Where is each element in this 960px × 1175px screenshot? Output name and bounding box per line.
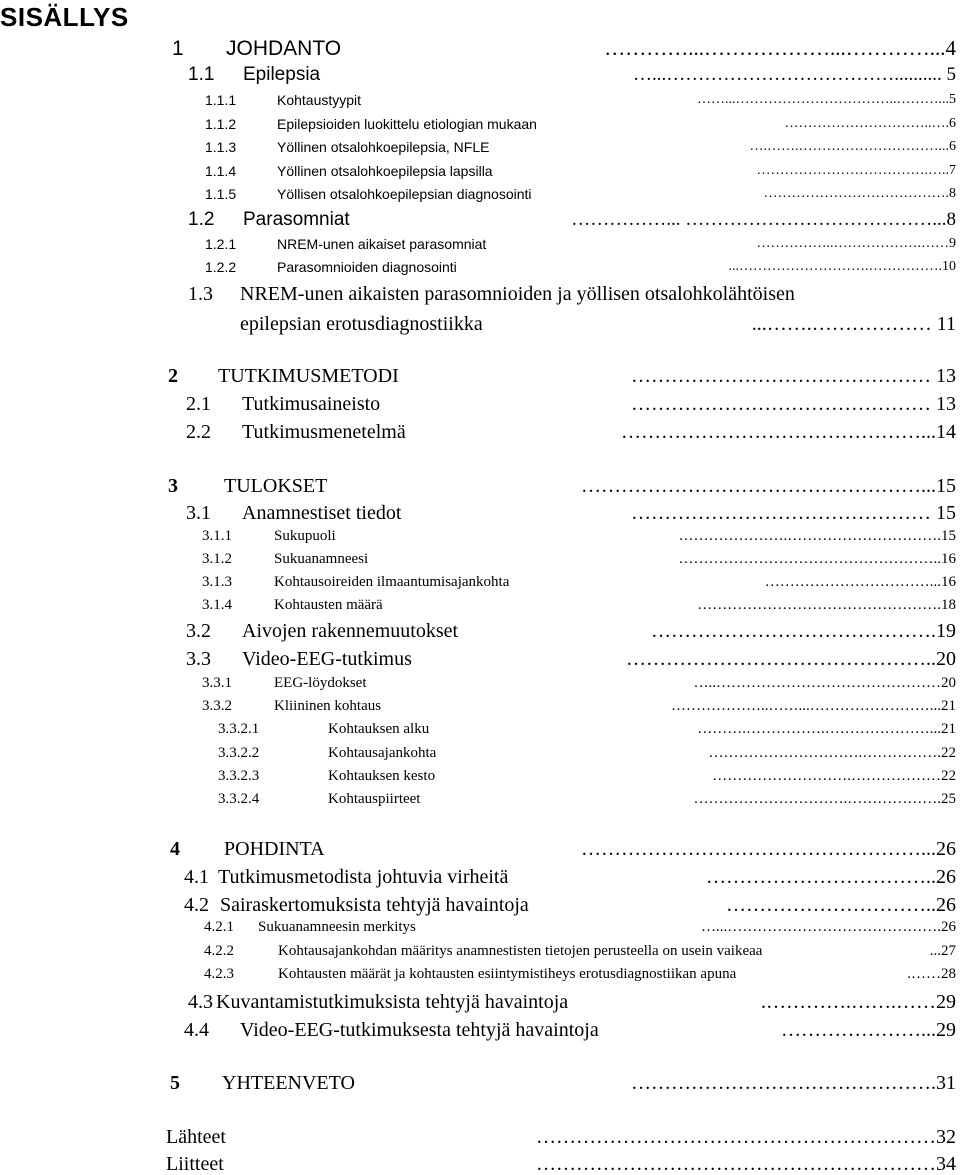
toc-entry-1-1-2[interactable] bbox=[205, 117, 956, 134]
toc-title: TULOKSET bbox=[224, 475, 328, 497]
toc-number: 3.1 bbox=[186, 502, 211, 524]
toc-title: Anamnestiset tiedot bbox=[242, 502, 402, 524]
toc-title: Liitteet bbox=[166, 1153, 224, 1175]
toc-title: Tutkimusaineisto bbox=[242, 393, 381, 415]
toc-number: 3.1.4 bbox=[202, 597, 232, 613]
toc-title: Kohtausten määrä bbox=[274, 597, 383, 613]
toc-number: 3.3.2 bbox=[202, 698, 232, 714]
toc-title: Kohtausoireiden ilmaantumisajankohta bbox=[274, 574, 510, 590]
toc-entry-3-1[interactable] bbox=[186, 503, 956, 527]
toc-entry-5[interactable] bbox=[170, 1073, 956, 1097]
toc-number: 1.1.3 bbox=[205, 139, 237, 155]
toc-entry-2[interactable] bbox=[168, 366, 956, 390]
toc-entry-1-2-1[interactable] bbox=[205, 237, 956, 254]
toc-title-continued: epilepsian erotusdiagnostiikka bbox=[240, 313, 483, 335]
toc-number: 3.3.2.3 bbox=[218, 768, 260, 784]
toc-entry-2-1[interactable] bbox=[186, 394, 956, 418]
toc-entry-4-2[interactable] bbox=[184, 895, 956, 919]
toc-page: ……………………………………….31 bbox=[631, 1072, 956, 1094]
toc-title: Yöllinen otsalohkoepilepsia, NFLE bbox=[277, 139, 490, 155]
toc-entry-1-2-2[interactable] bbox=[205, 260, 956, 277]
toc-number: 1.1.4 bbox=[205, 163, 237, 179]
toc-title: POHDINTA bbox=[224, 838, 325, 860]
page-title: SISÄLLYS bbox=[0, 2, 129, 32]
toc-page: ……………………………………………...26 bbox=[581, 838, 956, 860]
toc-title: Epilepsia bbox=[243, 64, 321, 85]
toc-entry-3-3-1[interactable] bbox=[202, 676, 956, 694]
toc-number: 1.2 bbox=[188, 209, 215, 230]
toc-title: NREM-unen aikaisten parasomnioiden ja yöllisen otsalohkolähtöisen bbox=[240, 283, 795, 305]
toc-title: Kohtausten määrät ja kohtausten esiintymistiheys erotusdiagnostiikan apuna bbox=[278, 966, 737, 982]
toc-page: ...…….……………… 11 bbox=[751, 313, 956, 335]
toc-page: ……………………………………………..16 bbox=[678, 551, 956, 567]
toc-page: ...……………………….…………….10 bbox=[728, 259, 956, 274]
toc-page: ...27 bbox=[929, 943, 956, 959]
toc-page: .………….…….……29 bbox=[761, 991, 956, 1013]
toc-entry-3-3-2-4[interactable] bbox=[218, 792, 956, 810]
toc-number: 1.1.5 bbox=[205, 186, 237, 202]
toc-number: 4.3 bbox=[188, 991, 213, 1013]
toc-number: 1.1.1 bbox=[205, 92, 237, 108]
toc-page: …………...………………...…………...4 bbox=[604, 36, 956, 60]
toc-title: Kohtaustyypit bbox=[277, 92, 362, 108]
toc-page: …………………...29 bbox=[781, 1019, 956, 1041]
toc-page: ……………………………………………………34 bbox=[536, 1153, 956, 1175]
toc-entry-4-2-1[interactable] bbox=[204, 920, 956, 938]
toc-title: Kliininen kohtaus bbox=[274, 698, 382, 714]
toc-entry-3-3[interactable] bbox=[186, 649, 956, 673]
toc-entry-1-1-4[interactable] bbox=[205, 164, 956, 181]
toc-entry-3-3-2[interactable] bbox=[202, 699, 956, 717]
toc-title: Yöllisen otsalohkoepilepsian diagnosointi bbox=[277, 186, 532, 202]
toc-entry-3-1-4[interactable] bbox=[202, 598, 956, 616]
toc-number: 3.1.2 bbox=[202, 551, 232, 567]
toc-entry-4-1[interactable] bbox=[184, 867, 956, 891]
toc-entry-4-2-3[interactable] bbox=[204, 967, 956, 985]
toc-entry-4-3[interactable] bbox=[188, 992, 956, 1016]
toc-entry-1-1-3[interactable] bbox=[205, 140, 956, 157]
toc-number: 1.2.1 bbox=[205, 236, 237, 252]
toc-number: 3.3.1 bbox=[202, 675, 232, 691]
toc-number: 4 bbox=[170, 838, 180, 860]
toc-number: 5 bbox=[170, 1072, 180, 1094]
toc-page: ……………………………………………...15 bbox=[581, 475, 956, 497]
toc-number: 3 bbox=[168, 475, 178, 497]
toc-entry-3-3-2-3[interactable] bbox=[218, 769, 956, 787]
toc-page: ……………... …………………………………...8 bbox=[571, 209, 956, 230]
toc-page: ……………………………………………………32 bbox=[536, 1126, 956, 1148]
toc-number: 3.3.2.4 bbox=[218, 791, 260, 807]
toc-title: Tutkimusmetodista johtuvia virheitä bbox=[218, 866, 509, 888]
toc-number: 1.3 bbox=[188, 283, 213, 305]
toc-title: Yöllinen otsalohkoepilepsia lapsilla bbox=[277, 163, 493, 179]
toc-page: ……………………………………… 13 bbox=[631, 393, 956, 415]
toc-title: TUTKIMUSMETODI bbox=[218, 365, 399, 387]
toc-page: ………………………………………….18 bbox=[697, 597, 956, 613]
toc-entry-3-1-3[interactable] bbox=[202, 575, 956, 593]
toc-page: ……………………………….…..7 bbox=[756, 163, 956, 178]
toc-entry-3-1-2[interactable] bbox=[202, 552, 956, 570]
toc-title: YHTEENVETO bbox=[222, 1072, 355, 1094]
toc-title: Video-EEG-tutkimuksesta tehtyjä havaintoja bbox=[240, 1019, 599, 1041]
toc-title: Lähteet bbox=[166, 1126, 226, 1148]
toc-entry-4[interactable] bbox=[170, 839, 956, 863]
toc-number: 3.1.3 bbox=[202, 574, 232, 590]
toc-number: 4.1 bbox=[184, 866, 209, 888]
toc-entry-appendices[interactable] bbox=[166, 1154, 956, 1175]
toc-title: EEG-löydokset bbox=[274, 675, 367, 691]
toc-title: Parasomniat bbox=[243, 209, 350, 230]
toc-entry-4-4[interactable] bbox=[184, 1020, 956, 1044]
toc-page: …………………………..….6 bbox=[784, 116, 956, 131]
toc-title: Sukuanamneesi bbox=[274, 551, 369, 567]
toc-entry-1[interactable] bbox=[172, 38, 956, 62]
toc-page: ……………………………..26 bbox=[706, 866, 956, 888]
toc-page: .……28 bbox=[907, 966, 956, 982]
toc-title: Kohtausajankohdan määritys anamnestisten tietojen perusteella on usein vaikeaa bbox=[278, 943, 763, 959]
toc-page: …..………………………………………20 bbox=[693, 675, 956, 691]
toc-entry-3[interactable] bbox=[168, 476, 956, 500]
toc-entry-2-2[interactable] bbox=[186, 422, 956, 446]
toc-page: …...…………………………………….26 bbox=[701, 919, 956, 935]
toc-number: 1.2.2 bbox=[205, 259, 237, 275]
toc-title: Kohtausajankohta bbox=[328, 745, 437, 761]
toc-page: …...……………………………….......... 5 bbox=[633, 64, 956, 85]
toc-page: ……………..……………….……9 bbox=[756, 236, 956, 251]
toc-page: ……………………………………… 13 bbox=[631, 365, 956, 387]
toc-entry-1-1-5[interactable] bbox=[205, 187, 956, 204]
toc-number: 3.3 bbox=[186, 648, 211, 670]
toc-page: ………………………….……………….25 bbox=[693, 791, 956, 807]
toc-page: ………………………………………..20 bbox=[626, 648, 956, 670]
toc-entry-3-2[interactable] bbox=[186, 621, 956, 645]
toc-number: 2.2 bbox=[186, 421, 211, 443]
toc-title: Epilepsioiden luokittelu etiologian mukaan bbox=[277, 116, 537, 132]
toc-number: 3.2 bbox=[186, 620, 211, 642]
toc-entry-references[interactable] bbox=[166, 1127, 956, 1151]
toc-number: 4.2.1 bbox=[204, 919, 234, 935]
toc-page: ……….…………….…………………...21 bbox=[697, 721, 956, 737]
toc-page: ……………………….………………22 bbox=[712, 768, 956, 784]
toc-title: Kohtauspiirteet bbox=[328, 791, 421, 807]
toc-page: ………………………….…………….22 bbox=[708, 745, 956, 761]
toc-page: ………………..……...……………………...21 bbox=[671, 698, 956, 714]
toc-number: 4.2.3 bbox=[204, 966, 234, 982]
toc-title: Aivojen rakennemuutokset bbox=[242, 620, 459, 642]
toc-title: Sukuanamneesin merkitys bbox=[258, 919, 416, 935]
toc-page: ………………………………….8 bbox=[763, 186, 956, 201]
toc-entry-1-1-1[interactable] bbox=[205, 93, 956, 110]
toc-number: 1.1.2 bbox=[205, 116, 237, 132]
toc-number: 1.1 bbox=[188, 64, 215, 85]
toc-page: ……………………………...16 bbox=[764, 574, 956, 590]
toc-entry-1-3[interactable] bbox=[188, 284, 956, 336]
toc-title: Tutkimusmenetelmä bbox=[242, 421, 406, 443]
toc-title: Kuvantamistutkimuksista tehtyjä havaintoja bbox=[216, 991, 569, 1013]
toc-page: ……………………………………… 15 bbox=[631, 502, 956, 524]
toc-title: Video-EEG-tutkimus bbox=[242, 648, 412, 670]
toc-page: …………………………………….19 bbox=[651, 620, 956, 642]
toc-number: 2 bbox=[168, 365, 178, 387]
toc-page: …………………………..26 bbox=[726, 894, 956, 916]
toc-entry-3-3-2-2[interactable] bbox=[218, 746, 956, 764]
toc-page: ………………………………………...14 bbox=[621, 421, 956, 443]
toc-title: Sukupuoli bbox=[274, 528, 336, 544]
toc-page: ……...……………………………..………...5 bbox=[697, 92, 956, 107]
toc-title: Sairaskertomuksista tehtyjä havaintoja bbox=[220, 894, 529, 916]
toc-title: Kohtauksen kesto bbox=[328, 768, 436, 784]
toc-number: 3.1.1 bbox=[202, 528, 232, 544]
toc-number: 4.2.2 bbox=[204, 943, 234, 959]
toc-entry-1-2[interactable] bbox=[188, 210, 956, 232]
toc-number: 3.3.2.1 bbox=[218, 721, 260, 737]
toc-entry-4-2-2[interactable] bbox=[204, 944, 956, 962]
toc-number: 4.2 bbox=[184, 894, 209, 916]
toc-page: ………………….………………………….15 bbox=[678, 528, 956, 544]
toc-page: ….…….…………………………...6 bbox=[749, 139, 956, 154]
toc-entry-1-1[interactable] bbox=[188, 65, 956, 87]
toc-entry-3-1-1[interactable] bbox=[202, 529, 956, 547]
toc-title: JOHDANTO bbox=[226, 37, 342, 60]
toc-entry-3-3-2-1[interactable] bbox=[218, 722, 956, 740]
toc-title: Kohtauksen alku bbox=[328, 721, 430, 737]
toc-number: 4.4 bbox=[184, 1019, 209, 1041]
toc-number: 3.3.2.2 bbox=[218, 745, 260, 761]
toc-number: 1 bbox=[172, 37, 184, 60]
toc-number: 2.1 bbox=[186, 393, 211, 415]
toc-title: NREM-unen aikaiset parasomniat bbox=[277, 236, 487, 252]
toc-title: Parasomnioiden diagnosointi bbox=[277, 259, 457, 275]
